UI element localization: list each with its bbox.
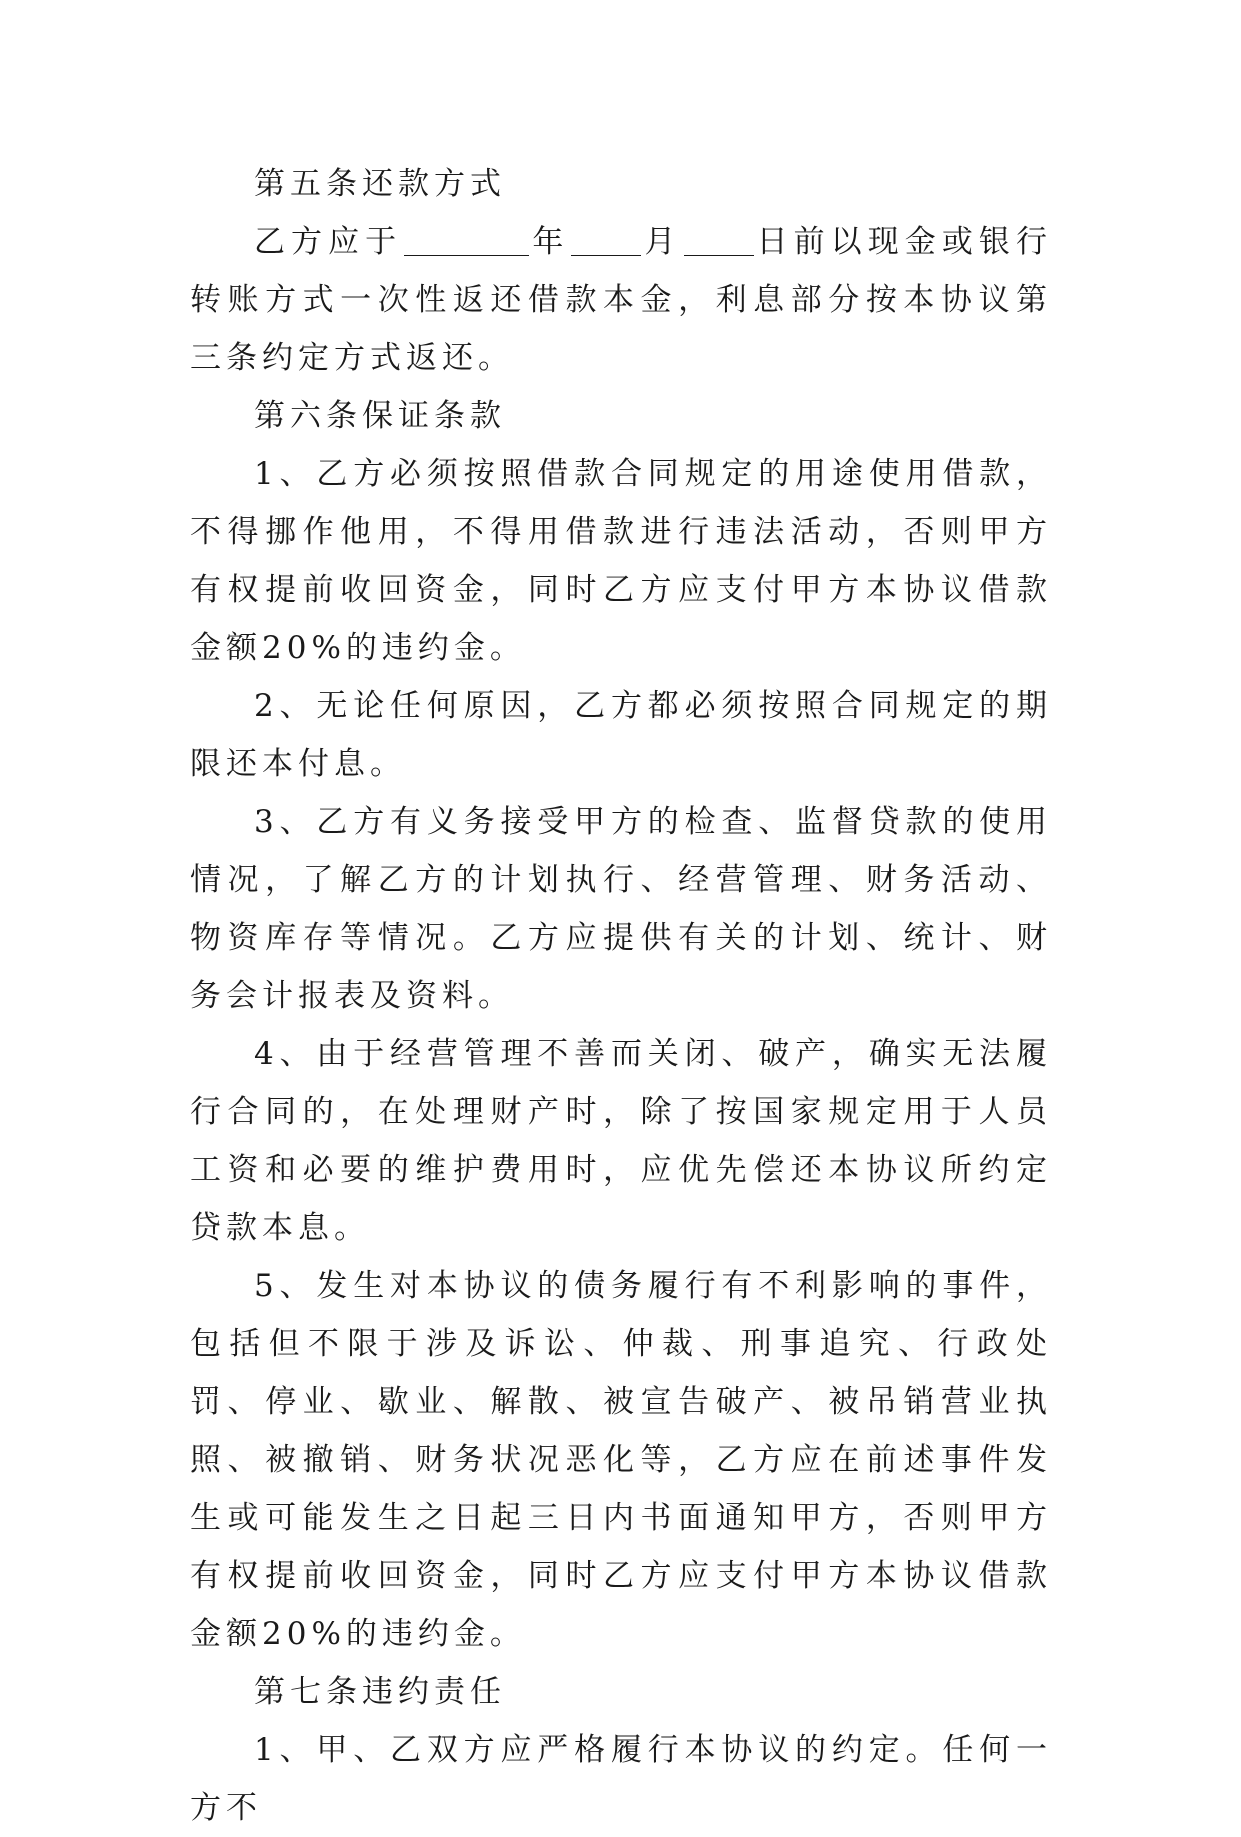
day-blank — [684, 225, 754, 256]
year-label: 年 — [531, 224, 570, 260]
document-body — [190, 155, 1052, 1837]
article-7-item-1: 1、甲、乙双方应严格履行本协议的约定。任何一方不 — [190, 1732, 1052, 1826]
repayment-text-after-day: 日前以现金或银行转账方式一次性返还借款本金，利息部分按本协议第三条约定方式返还。 — [190, 224, 1052, 376]
article-6-item-1: 1、乙方必须按照借款合同规定的用途使用借款，不得挪作他用，不得用借款进行违法活动，否则甲方有权提前收回资金，同时乙方应支付甲方本协议借款金额20%的违约金。 — [190, 456, 1052, 666]
article-6-item-5: 5、发生对本协议的债务履行有不利影响的事件，包括但不限于涉及诉讼、仲裁、刑事追究、行政处罚、停业、歇业、解散、被宣告破产、被吊销营业执照、被撤销、财务状况恶化等，乙方应在前述事件发生或可能发生之日起三日内书面通知甲方，否则甲方有权提前收回资金，同时乙方应支付甲方本协议借款金额20%的违约金。 — [190, 1268, 1052, 1652]
article-7-heading: 第七条违约责任 — [254, 1674, 506, 1710]
month-blank — [571, 225, 641, 256]
article-6-item-2: 2、无论任何原因，乙方都必须按照合同规定的期限还本付息。 — [190, 688, 1052, 782]
article-6-item-3: 3、乙方有义务接受甲方的检查、监督贷款的使用情况，了解乙方的计划执行、经营管理、财务活动、物资库存等情况。乙方应提供有关的计划、统计、财务会计报表及资料。 — [190, 804, 1052, 1014]
repayment-text-before-year: 乙方应于 — [254, 224, 403, 260]
year-blank — [404, 225, 529, 256]
article-5-paragraph — [190, 213, 1052, 387]
article-5-heading: 第五条还款方式 — [254, 166, 506, 202]
article-6-item-4: 4、由于经营管理不善而关闭、破产，确实无法履行合同的，在处理财产时，除了按国家规定用于人员工资和必要的维护费用时，应优先偿还本协议所约定贷款本息。 — [190, 1036, 1052, 1246]
month-label: 月 — [643, 224, 682, 260]
article-6-heading: 第六条保证条款 — [254, 398, 506, 434]
